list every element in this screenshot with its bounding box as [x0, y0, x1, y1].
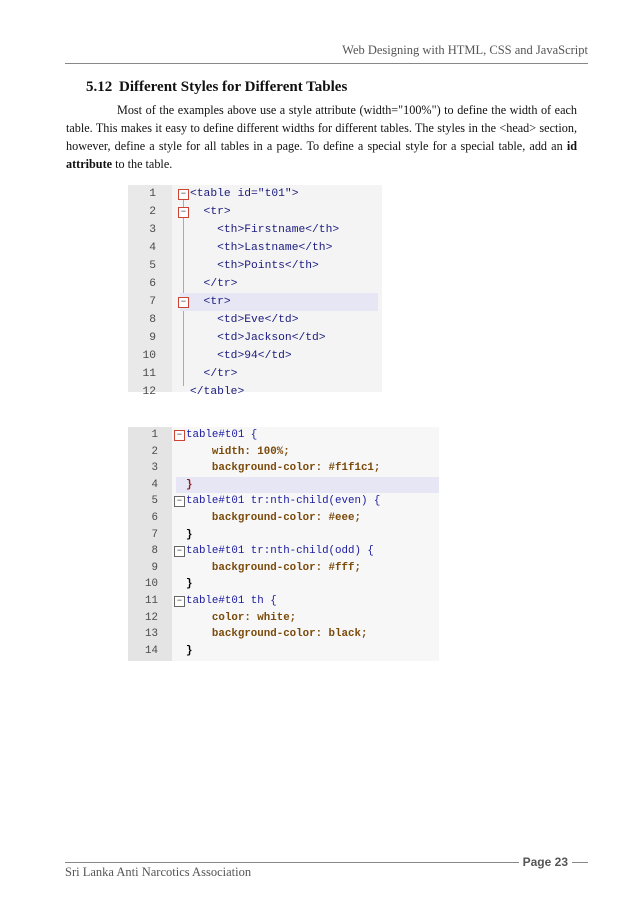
- code-text: <th>Points</th>: [190, 260, 319, 272]
- code-line: [128, 593, 439, 610]
- css-code-block: [128, 427, 439, 661]
- line-number: 11: [142, 368, 156, 380]
- page-number: Page 23: [519, 855, 572, 869]
- code-line: [128, 576, 439, 593]
- line-number: 2: [149, 206, 156, 218]
- line-number: 8: [151, 545, 158, 558]
- code-text: <tr>: [190, 206, 231, 218]
- code-text: </tr>: [190, 368, 238, 380]
- code-text: <td>Eve</td>: [190, 314, 299, 326]
- code-text: <tr>: [190, 296, 231, 308]
- fold-toggle-icon[interactable]: −: [174, 546, 185, 557]
- code-line: [128, 329, 382, 347]
- code-line: [128, 427, 439, 444]
- section-heading: [86, 79, 347, 96]
- code-text: </table>: [190, 386, 245, 398]
- code-line: [128, 626, 439, 643]
- fold-toggle-icon[interactable]: −: [174, 430, 185, 441]
- line-number: 4: [149, 242, 156, 254]
- code-text: <table id="t01">: [190, 188, 299, 200]
- code-line: [128, 510, 439, 527]
- fold-toggle-icon[interactable]: −: [178, 207, 189, 218]
- code-line: [128, 221, 382, 239]
- code-line: [128, 347, 382, 365]
- code-line: [128, 275, 382, 293]
- paragraph-text-end: to the table.: [112, 157, 173, 171]
- line-number: 14: [145, 644, 158, 657]
- line-number: 9: [151, 561, 158, 574]
- line-number: 1: [151, 429, 158, 441]
- section-title: Different Styles for Different Tables: [119, 79, 348, 95]
- code-line: [128, 185, 382, 203]
- paragraph-bold: id attribute: [66, 139, 577, 171]
- line-number: 6: [151, 512, 158, 524]
- code-text: table#t01 tr:nth-child(even) {: [186, 495, 381, 508]
- code-line: [128, 293, 382, 311]
- code-line: [128, 477, 439, 494]
- code-text: }: [186, 478, 193, 491]
- code-line: [128, 643, 439, 660]
- line-number: 8: [149, 314, 156, 326]
- line-number: 6: [149, 278, 156, 290]
- code-text: background-color: black;: [186, 628, 368, 641]
- section-number: 5.12: [86, 79, 113, 95]
- running-header: Web Designing with HTML, CSS and JavaScript: [342, 43, 588, 57]
- code-text: <th>Lastname</th>: [190, 242, 333, 254]
- code-text: }: [186, 528, 193, 541]
- line-number: 12: [142, 386, 156, 398]
- line-number: 3: [151, 462, 158, 475]
- line-number: 11: [145, 595, 158, 607]
- line-number: 13: [145, 628, 158, 641]
- code-line: [128, 610, 439, 627]
- code-line: [128, 311, 382, 329]
- code-line: [128, 203, 382, 221]
- code-text: width: 100%;: [186, 445, 290, 458]
- code-text: background-color: #eee;: [186, 512, 361, 524]
- line-number: 7: [151, 528, 158, 541]
- body-paragraph: [66, 101, 577, 173]
- code-text: <th>Firstname</th>: [190, 224, 340, 236]
- code-text: </tr>: [190, 278, 238, 290]
- code-text: <td>94</td>: [190, 350, 292, 362]
- code-line: [128, 383, 382, 398]
- paragraph-text: Most of the examples above use a style attribute (width="100%") to define the width of each table. This makes it easy to define different widths for different tables. The styles in the <head> section, however, define a style for all tables in a page. To define a special style for a special table, add an: [66, 103, 577, 153]
- code-line: [128, 444, 439, 461]
- header-divider: [65, 63, 588, 64]
- line-number: 2: [151, 445, 158, 458]
- line-number: 1: [149, 188, 156, 200]
- code-text: }: [186, 644, 193, 657]
- code-line: [128, 543, 439, 560]
- code-text: }: [186, 578, 193, 591]
- fold-toggle-icon[interactable]: −: [178, 297, 189, 308]
- line-number: 4: [151, 478, 158, 491]
- line-number: 3: [149, 224, 156, 236]
- code-text: table#t01 {: [186, 429, 258, 441]
- code-text: background-color: #f1f1c1;: [186, 462, 381, 475]
- fold-toggle-icon[interactable]: −: [174, 596, 185, 607]
- code-text: background-color: #fff;: [186, 561, 361, 574]
- line-number: 7: [149, 296, 156, 308]
- fold-toggle-icon[interactable]: −: [174, 496, 185, 507]
- line-number: 5: [151, 495, 158, 508]
- code-line: [128, 527, 439, 544]
- code-text: <td>Jackson</td>: [190, 332, 326, 344]
- code-text: color: white;: [186, 611, 297, 624]
- html-code-block: [128, 185, 382, 398]
- line-number: 10: [142, 350, 156, 362]
- code-line: [128, 257, 382, 275]
- line-number: 10: [145, 578, 158, 591]
- code-text: table#t01 th {: [186, 595, 277, 607]
- code-line: [128, 560, 439, 577]
- code-line: [128, 365, 382, 383]
- fold-toggle-icon[interactable]: −: [178, 189, 189, 200]
- code-text: table#t01 tr:nth-child(odd) {: [186, 545, 374, 558]
- footer-divider: [65, 862, 588, 863]
- line-number: 5: [149, 260, 156, 272]
- code-line: [128, 460, 439, 477]
- line-number: 12: [145, 611, 158, 624]
- line-number: 9: [149, 332, 156, 344]
- code-line: [128, 493, 439, 510]
- code-line: [128, 239, 382, 257]
- footer-organization: Sri Lanka Anti Narcotics Association: [65, 865, 252, 879]
